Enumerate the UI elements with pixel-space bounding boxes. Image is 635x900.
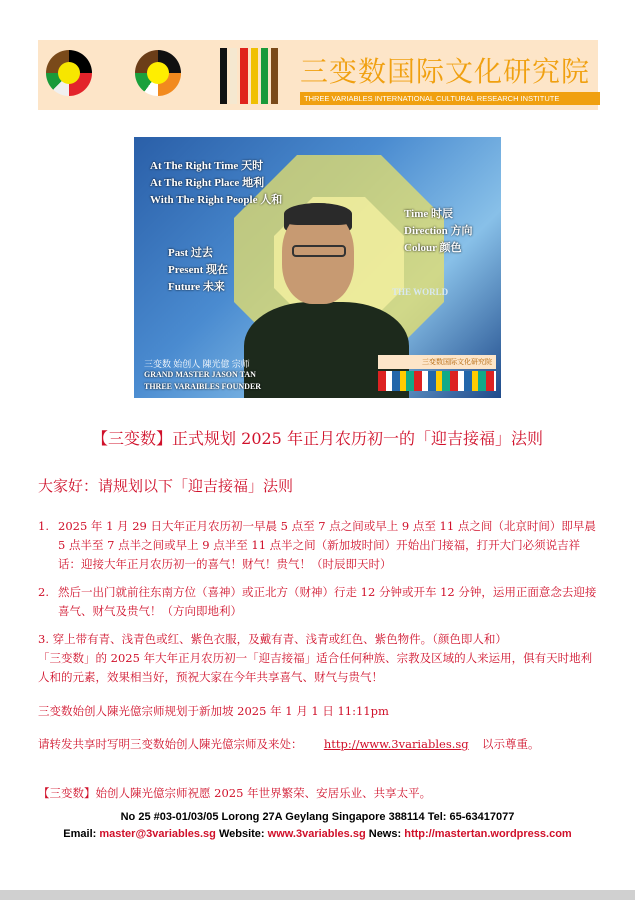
three-variables-logo-icon [46, 50, 92, 96]
page-bottom-bar [0, 890, 635, 900]
news-link[interactable]: http://mastertan.wordpress.com [404, 828, 572, 840]
list-item-text: 2025 年 1 月 29 日大年正月农历初一早晨 5 点至 7 点之间或早上 9 点至 11 点之间（北京时间）即早晨 5 点半至 7 点半之间或早上 9 点半至 11 点半之间（新加坡时间）开始出门接福，打开大门必须说吉祥话：迎接大年正月农历初一的喜气！财气！贵气！（时辰即天时） [58, 519, 596, 571]
news-label: News: [368, 828, 402, 840]
email-link[interactable]: master@3variables.sg [99, 828, 216, 840]
list-item-1 [38, 517, 600, 574]
website-label: Website: [218, 828, 265, 840]
email-label: Email: [63, 828, 97, 840]
repost-line [38, 736, 539, 752]
photo-colour: Colour 颜色 [404, 242, 462, 254]
grand-master-photo [134, 137, 501, 398]
person-glasses-shape [292, 245, 346, 257]
list-item-2 [38, 583, 600, 621]
map-text: THE WORLD [392, 287, 449, 297]
list-item-text: 然后一出门就前往东南方位（喜神）或正北方（财神）行走 12 分钟或开车 12 分钟，运用正面意念去迎接喜气、财气及贵气！（方向即地利） [58, 585, 597, 618]
photo-present: Present 现在 [168, 264, 228, 276]
three-variables-logo-icon-alt [135, 50, 181, 96]
photo-caption-en2: THREE VARAIBLES FOUNDER [144, 382, 262, 391]
list-item-number: 2. [38, 585, 49, 599]
greeting: 大家好：请规划以下「迎吉接福」法则 [38, 477, 294, 495]
institute-subtitle: THREE VARIABLES INTERNATIONAL CULTURAL RESEARCH INSTITUTE [300, 92, 600, 105]
mini-logo-text: 三变数国际文化研究院 [422, 358, 492, 366]
institute-name: 三变数国际文化研究院 [300, 55, 591, 88]
photo-caption-cn: 三变数 始创人 陳光億 宗师 [144, 359, 250, 369]
repost-prefix: 请转发共享时写明三变数始创人陳光億宗师及来处： [38, 737, 303, 751]
footer-contacts [0, 828, 635, 840]
photo-line-place: At The Right Place 地利 [150, 177, 265, 189]
summary-paragraph: 「三变数」的 2025 年大年正月农历初一「迎吉接福」适合任何种族、宗教及区域的人来运用，俱有天时地利人和的元素，效果相当好，预祝大家在今年共享喜气、财气与贵气！ [38, 651, 593, 684]
institute-banner [38, 40, 598, 110]
repost-suffix: 以示尊重。 [481, 737, 540, 751]
photo-direction: Direction 方向 [404, 225, 473, 237]
mini-institute-logo [378, 355, 496, 369]
photo-caption-en1: GRAND MASTER JASON TAN [144, 370, 256, 379]
photo-future: Future 未来 [168, 281, 225, 293]
person-hair-top-shape [284, 203, 352, 225]
website-link[interactable]: http://www.3variables.sg [323, 737, 469, 751]
photo-line-people: With The Right People 人和 [150, 194, 283, 206]
document-title: 【三变数】正式规划 2025 年正月农历初一的「迎吉接福」法则 [92, 429, 543, 448]
signoff-line: 三变数始创人陳光億宗师规划于新加坡 2025 年 1 月 1 日 11:11pm [38, 704, 389, 718]
color-bars-logo-icon [220, 48, 278, 104]
list-item-3 [38, 630, 600, 687]
photo-time: Time 时辰 [404, 208, 453, 220]
photo-past: Past 过去 [168, 247, 213, 259]
footer-website-link[interactable]: www.3variables.sg [267, 828, 366, 840]
list-item-3-text: 3. 穿上带有青、浅青色或红、紫色衣服，及戴有青、浅青或红色、紫色物件。（颜色即人和） [38, 632, 507, 646]
blessing-line: 【三变数】始创人陳光億宗师祝愿 2025 年世界繁荣、安居乐业、共享太平。 [38, 786, 432, 800]
photo-line-time: At The Right Time 天时 [150, 160, 264, 172]
world-flags-strip [378, 371, 496, 391]
list-item-number: 1. [38, 519, 49, 533]
footer-address: No 25 #03-01/03/05 Lorong 27A Geylang Singapore 388114 Tel: 65-63417077 [120, 811, 515, 823]
